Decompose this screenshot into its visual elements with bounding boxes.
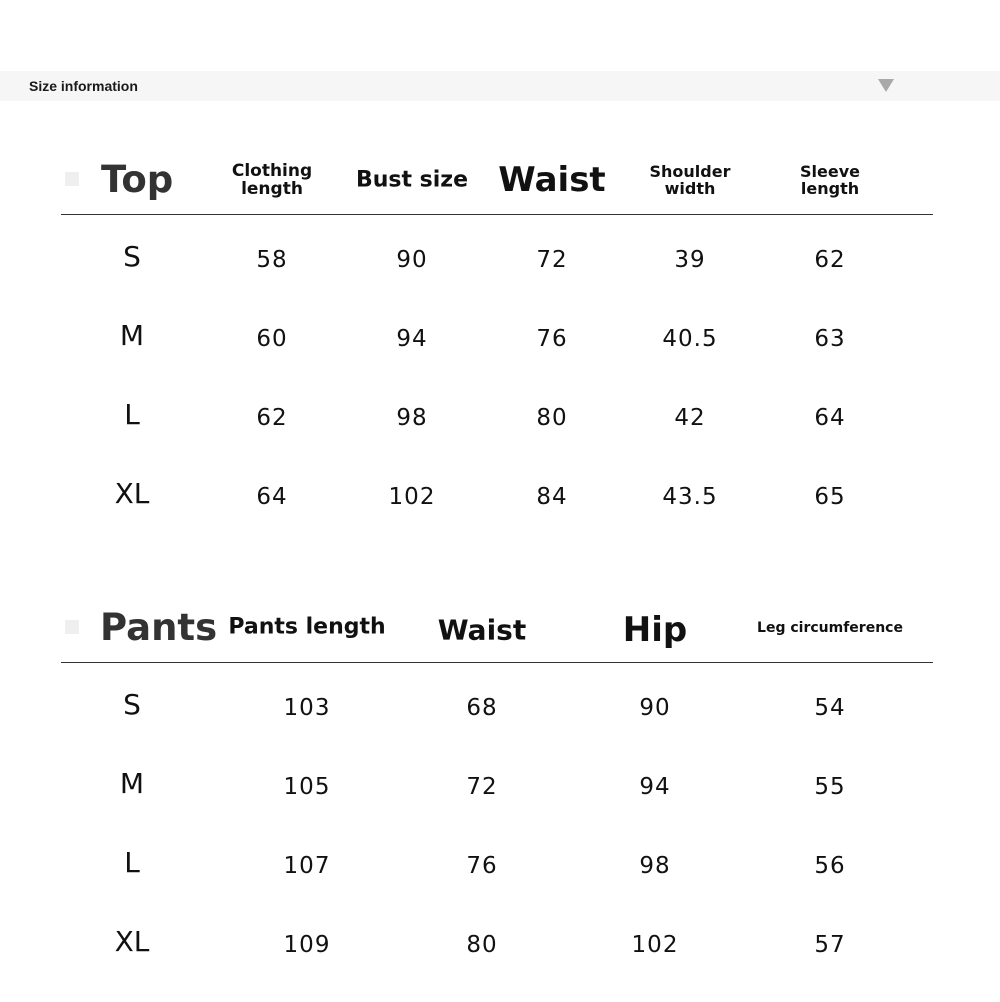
header-title: Size information — [29, 78, 138, 94]
size-label: L — [124, 846, 140, 879]
header-divider — [61, 214, 933, 215]
table-cell: 63 — [814, 326, 846, 352]
table-cell: 76 — [536, 326, 568, 352]
table-cell: 64 — [256, 484, 288, 510]
size-info-header[interactable] — [0, 71, 1000, 101]
table-cell: 102 — [631, 932, 679, 958]
table-cell: 107 — [283, 853, 331, 879]
table-cell: 65 — [814, 484, 846, 510]
column-header-leg-circumference: Leg circumference — [757, 620, 903, 636]
column-header-shoulder-width: Shoulder width — [649, 162, 731, 198]
table-cell: 84 — [536, 484, 568, 510]
triangle-down-icon[interactable] — [878, 79, 894, 92]
table-cell: 90 — [396, 247, 428, 273]
header-divider — [61, 662, 933, 663]
size-label: S — [123, 240, 141, 273]
column-header-clothing-length: Clothing length — [231, 161, 313, 199]
table-cell: 98 — [396, 405, 428, 431]
table-cell: 109 — [283, 932, 331, 958]
table-cell: 68 — [466, 695, 498, 721]
table-cell: 80 — [466, 932, 498, 958]
table-cell: 72 — [466, 774, 498, 800]
size-label: XL — [114, 925, 150, 958]
table-cell: 56 — [814, 853, 846, 879]
table-cell: 94 — [639, 774, 671, 800]
table-cell: 72 — [536, 247, 568, 273]
table-cell: 62 — [256, 405, 288, 431]
table-cell: 64 — [814, 405, 846, 431]
size-label: M — [119, 319, 145, 352]
column-header-waist: Waist — [437, 613, 527, 647]
table-cell: 54 — [814, 695, 846, 721]
top-title: Top — [101, 158, 174, 201]
table-cell: 40.5 — [662, 326, 718, 352]
column-header-hip: Hip — [622, 610, 688, 650]
table-cell: 98 — [639, 853, 671, 879]
table-cell: 105 — [283, 774, 331, 800]
table-cell: 58 — [256, 247, 288, 273]
pants-title: Pants — [100, 606, 218, 649]
table-cell: 60 — [256, 326, 288, 352]
table-cell: 57 — [814, 932, 846, 958]
table-cell: 103 — [283, 695, 331, 721]
table-cell: 94 — [396, 326, 428, 352]
table-cell: 90 — [639, 695, 671, 721]
column-header-waist: Waist — [498, 160, 606, 200]
table-cell: 62 — [814, 247, 846, 273]
table-cell: 39 — [674, 247, 706, 273]
table-cell: 42 — [674, 405, 706, 431]
table-cell: 43.5 — [662, 484, 718, 510]
table-cell: 55 — [814, 774, 846, 800]
size-label: XL — [114, 477, 150, 510]
size-label: M — [119, 767, 145, 800]
table-cell: 102 — [388, 484, 436, 510]
square-bullet-icon — [65, 620, 79, 634]
table-cell: 76 — [466, 853, 498, 879]
size-label: S — [123, 688, 141, 721]
table-cell: 80 — [536, 405, 568, 431]
column-header-bust-size: Bust size — [355, 167, 469, 193]
size-label: L — [124, 398, 140, 431]
column-header-pants-length: Pants length — [228, 614, 386, 640]
column-header-sleeve-length: Sleeve length — [800, 162, 860, 198]
square-bullet-icon — [65, 172, 79, 186]
